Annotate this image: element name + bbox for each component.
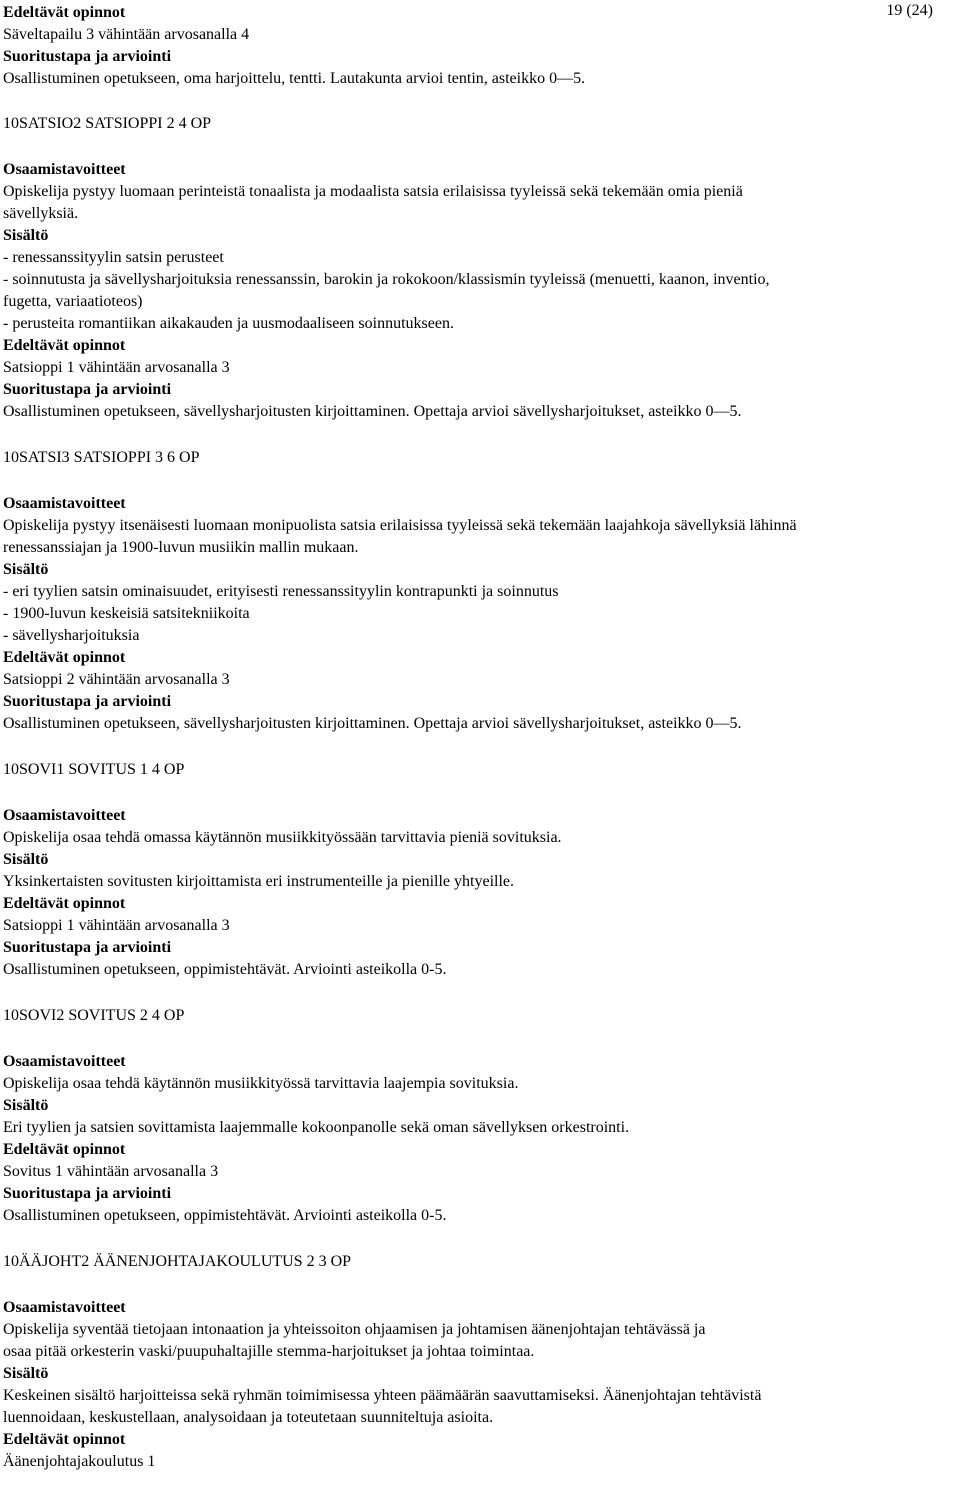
prereq-label: Edeltävät opinnot: [3, 1431, 126, 1448]
course-title: 10SOVI2 SOVITUS 2 4 OP: [3, 1007, 185, 1024]
prereq-text: Säveltapailu 3 vähintään arvosanalla 4: [3, 26, 250, 43]
prereq-label: Edeltävät opinnot: [3, 1141, 126, 1158]
course-title: 10SOVI1 SOVITUS 1 4 OP: [3, 761, 185, 778]
content-line: Keskeinen sisältö harjoitteissa sekä ryhmän toimimisessa yhteen päämäärän saavuttamiseksi. Äänenjohtajan tehtävistä: [3, 1387, 762, 1404]
document-page: [3, 0, 943, 1473]
content-line: - soinnutusta ja sävellysharjoituksia renessanssin, barokin ja rokokoon/klassismin tyyleissä (menuetti, kaanon, inventio,: [3, 271, 770, 288]
prereq-text: Sovitus 1 vähintään arvosanalla 3: [3, 1163, 219, 1180]
course-title: 10SATSI3 SATSIOPPI 3 6 OP: [3, 449, 200, 466]
goals-line: Opiskelija osaa tehdä käytännön musiikkityössä tarvittavia laajempia sovituksia.: [3, 1075, 519, 1092]
goals-line: sävellyksiä.: [3, 205, 79, 222]
method-text: Osallistuminen opetukseen, oppimistehtävät. Arviointi asteikolla 0-5.: [3, 1207, 447, 1224]
method-text: Osallistuminen opetukseen, sävellysharjoitusten kirjoittaminen. Opettaja arvioi sävellysharjoitukset, asteikko 0—5.: [3, 403, 742, 420]
content-label: Sisältö: [3, 227, 49, 244]
content-label: Sisältö: [3, 1097, 49, 1114]
prereq-text: Äänenjohtajakoulutus 1: [3, 1453, 156, 1470]
content-label: Sisältö: [3, 1365, 49, 1382]
prereq-text: Satsioppi 1 vähintään arvosanalla 3: [3, 359, 230, 376]
content-line: fugetta, variaatioteos): [3, 293, 143, 310]
intro-section: [3, 2, 943, 90]
goals-label: Osaamistavoitteet: [3, 1053, 126, 1070]
method-label: Suoritustapa ja arviointi: [3, 48, 172, 65]
content-line: luennoidaan, keskustellaan, analysoidaan ja toteutetaan suunniteltuja asioita.: [3, 1409, 494, 1426]
goals-label: Osaamistavoitteet: [3, 161, 126, 178]
course-section: [3, 447, 943, 735]
goals-line: Opiskelija pystyy itsenäisesti luomaan monipuolista satsia erilaisissa tyyleissä sekä tekemään laajahkoja sävellyksiä lähinnä: [3, 517, 797, 534]
method-label: Suoritustapa ja arviointi: [3, 939, 172, 956]
method-label: Suoritustapa ja arviointi: [3, 381, 172, 398]
course-section: [3, 1251, 943, 1473]
content-line: - perusteita romantiikan aikakauden ja uusmodaaliseen soinnutukseen.: [3, 315, 454, 332]
goals-label: Osaamistavoitteet: [3, 1299, 126, 1316]
content-line: - renessanssityylin satsin perusteet: [3, 249, 224, 266]
content-label: Sisältö: [3, 561, 49, 578]
content-line: - eri tyylien satsin ominaisuudet, erityisesti renessanssityylin kontrapunkti ja soinnutus: [3, 583, 559, 600]
course-title: 10SATSIO2 SATSIOPPI 2 4 OP: [3, 115, 212, 132]
method-label: Suoritustapa ja arviointi: [3, 693, 172, 710]
course-section: [3, 1005, 943, 1227]
page-number: 19 (24): [886, 2, 933, 19]
goals-line: renessanssiajan ja 1900-luvun musiikin mallin mukaan.: [3, 539, 359, 556]
course-title: 10ÄÄJOHT2 ÄÄNENJOHTAJAKOULUTUS 2 3 OP: [3, 1253, 352, 1270]
prereq-text: Satsioppi 2 vähintään arvosanalla 3: [3, 671, 230, 688]
method-text: Osallistuminen opetukseen, oma harjoittelu, tentti. Lautakunta arvioi tentin, asteikko 0—5.: [3, 70, 586, 87]
course-section: [3, 759, 943, 981]
prereq-label: Edeltävät opinnot: [3, 649, 126, 666]
prereq-label: Edeltävät opinnot: [3, 4, 126, 21]
goals-line: Opiskelija pystyy luomaan perinteistä tonaalista ja modaalista satsia erilaisissa tyyleissä sekä tekemään omia pieniä: [3, 183, 743, 200]
content-line: - 1900-luvun keskeisiä satsitekniikoita: [3, 605, 250, 622]
method-text: Osallistuminen opetukseen, sävellysharjoitusten kirjoittaminen. Opettaja arvioi sävellysharjoitukset, asteikko 0—5.: [3, 715, 742, 732]
method-label: Suoritustapa ja arviointi: [3, 1185, 172, 1202]
course-section: [3, 113, 943, 423]
method-text: Osallistuminen opetukseen, oppimistehtävät. Arviointi asteikolla 0-5.: [3, 961, 447, 978]
content-label: Sisältö: [3, 851, 49, 868]
goals-line: osaa pitää orkesterin vaski/puupuhaltajille stemma-harjoitukset ja johtaa toimintaa.: [3, 1343, 535, 1360]
content-line: - sävellysharjoituksia: [3, 627, 140, 644]
content-line: Yksinkertaisten sovitusten kirjoittamista eri instrumenteille ja pienille yhtyeille.: [3, 873, 514, 890]
prereq-label: Edeltävät opinnot: [3, 895, 126, 912]
prereq-label: Edeltävät opinnot: [3, 337, 126, 354]
prereq-text: Satsioppi 1 vähintään arvosanalla 3: [3, 917, 230, 934]
goals-label: Osaamistavoitteet: [3, 807, 126, 824]
goals-line: Opiskelija osaa tehdä omassa käytännön musiikkityössään tarvittavia pieniä sovituksia.: [3, 829, 562, 846]
goals-label: Osaamistavoitteet: [3, 495, 126, 512]
goals-line: Opiskelija syventää tietojaan intonaation ja yhteissoiton ohjaamisen ja johtamisen äänenjohtajan tehtävässä ja: [3, 1321, 706, 1338]
content-line: Eri tyylien ja satsien sovittamista laajemmalle kokoonpanolle sekä oman sävellyksen orkestrointi.: [3, 1119, 630, 1136]
